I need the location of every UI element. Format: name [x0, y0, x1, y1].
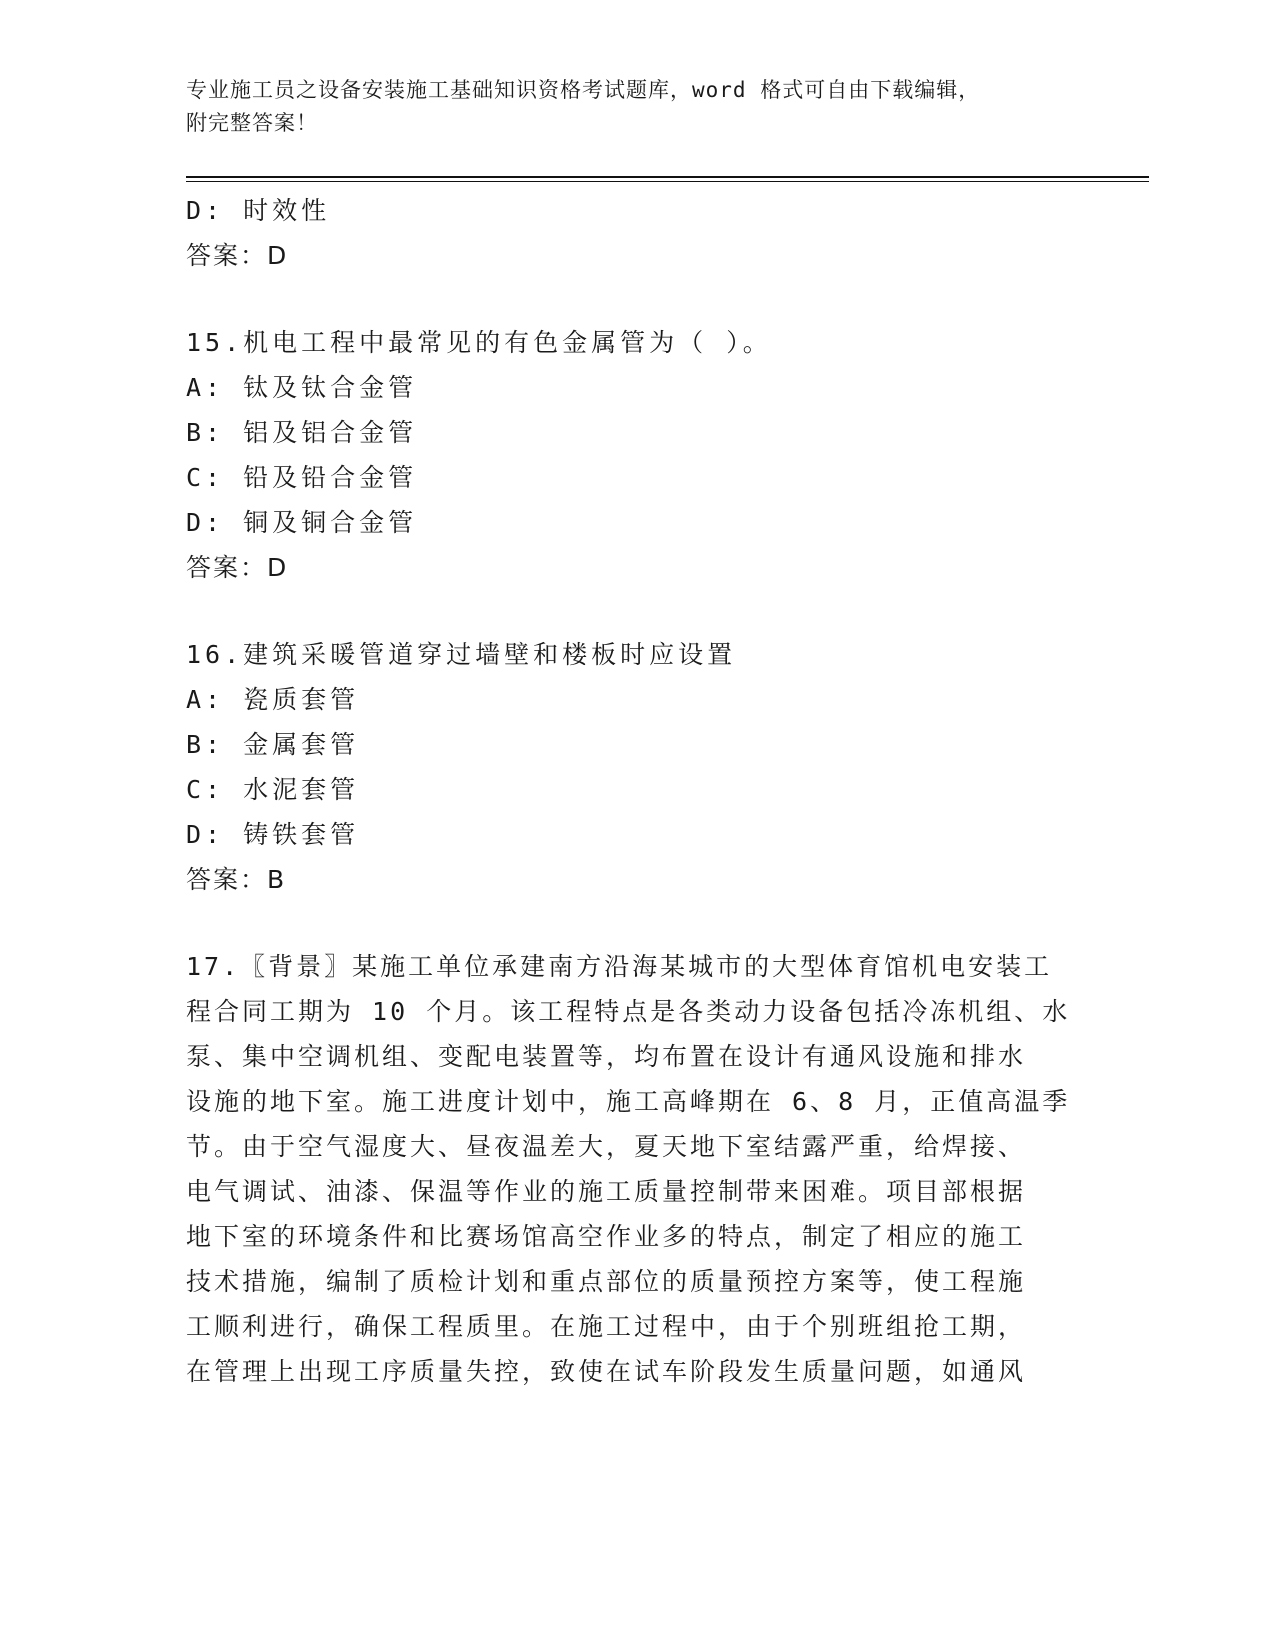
header-rule-thin: [186, 181, 1149, 182]
answer: 答案：B: [186, 865, 287, 894]
spacer: [186, 902, 1086, 944]
option-a: A: 瓷质套管: [186, 685, 360, 714]
header-line-1: 专业施工员之设备安装施工基础知识资格考试题库，word 格式可自由下载编辑，: [186, 78, 981, 102]
paragraph-line: 程合同工期为 10 个月。该工程特点是各类动力设备包括冷冻机组、水: [186, 997, 1071, 1026]
option-a: A: 钛及钛合金管: [186, 373, 418, 402]
question-stem: 16.建筑采暖管道穿过墙壁和楼板时应设置: [186, 640, 737, 669]
paragraph-line: 在管理上出现工序质量失控，致使在试车阶段发生质量问题，如通风: [186, 1357, 1027, 1386]
paragraph-line: 电气调试、油漆、保温等作业的施工质量控制带来困难。项目部根据: [186, 1177, 1027, 1206]
header-rule-thick: [186, 176, 1149, 178]
option-d: D: 铜及铜合金管: [186, 508, 418, 537]
option-b: B: 金属套管: [186, 730, 360, 759]
answer: 答案：D: [186, 241, 289, 270]
header-note: [186, 74, 1086, 140]
question-16: [186, 632, 1086, 902]
paragraph-line: 17.〖背景〗某施工单位承建南方沿海某城市的大型体育馆机电安装工: [186, 952, 1053, 981]
option-d: D: 铸铁套管: [186, 820, 360, 849]
paragraph-line: 工顺利进行，确保工程质里。在施工过程中，由于个别班组抢工期，: [186, 1312, 1027, 1341]
spacer: [186, 278, 1086, 320]
paragraph-line: 节。由于空气湿度大、昼夜温差大，夏天地下室结露严重，给焊接、: [186, 1132, 1027, 1161]
paragraph-line: 地下室的环境条件和比赛场馆高空作业多的特点，制定了相应的施工: [186, 1222, 1027, 1251]
question-17: [186, 944, 1071, 1394]
paragraph-line: 技术措施，编制了质检计划和重点部位的质量预控方案等，使工程施: [186, 1267, 1027, 1296]
answer: 答案：D: [186, 553, 289, 582]
paragraph-line: 设施的地下室。施工进度计划中，施工高峰期在 6、8 月，正值高温季: [186, 1087, 1071, 1116]
question-stem: 15.机电工程中最常见的有色金属管为（ ）。: [186, 328, 772, 357]
paragraph-line: 泵、集中空调机组、变配电装置等，均布置在设计有通风设施和排水: [186, 1042, 1027, 1071]
option-c: C: 水泥套管: [186, 775, 360, 804]
option-c: C: 铅及铅合金管: [186, 463, 418, 492]
spacer: [186, 590, 1086, 632]
header-line-2: 附完整答案！: [186, 111, 318, 135]
question-15: [186, 320, 1086, 590]
question-14-tail: [186, 188, 1086, 278]
option-b: B: 铝及铝合金管: [186, 418, 418, 447]
question-content: [186, 188, 1086, 1394]
option-d: D: 时效性: [186, 196, 331, 225]
